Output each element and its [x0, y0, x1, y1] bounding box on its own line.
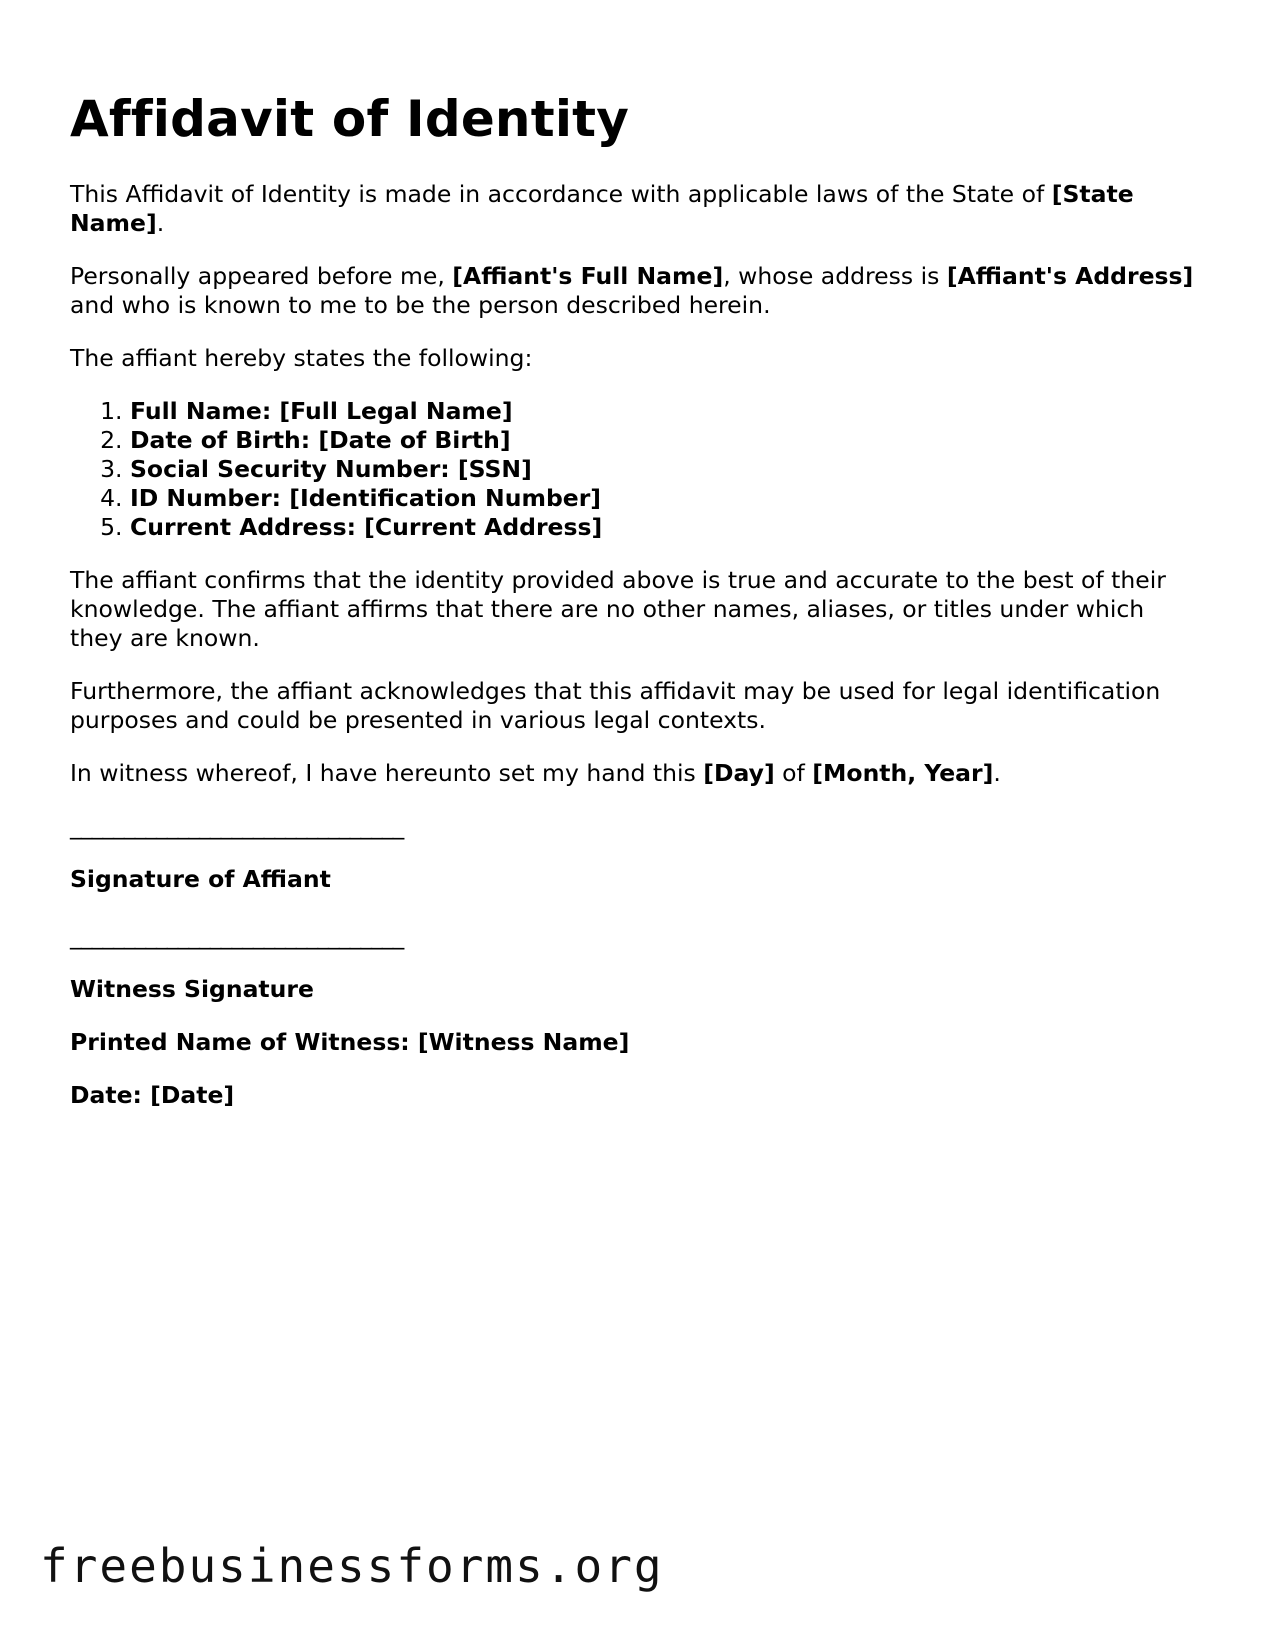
- appearance-paragraph: [70, 262, 1200, 320]
- witness-printed-name: Printed Name of Witness: [Witness Name]: [70, 1028, 630, 1056]
- affiant-address-placeholder: [Affiant's Address]: [946, 262, 1194, 290]
- watermark-logo: freebusinessforms.org: [40, 1539, 664, 1593]
- affiant-signature-line: _______________________________: [70, 812, 404, 840]
- list-item: 2. Date of Birth: [Date of Birth]: [130, 426, 1200, 455]
- appearance-text-3: and who is known to me to be the person described herein.: [70, 291, 771, 319]
- list-item: 3. Social Security Number: [SSN]: [130, 455, 1200, 484]
- witness-clause-text-1: In witness whereof, I have hereunto set my hand this: [70, 759, 704, 787]
- day-placeholder: [Day]: [703, 759, 775, 787]
- statements-intro: The affiant hereby states the following:: [70, 344, 533, 372]
- affiant-name-placeholder: [Affiant's Full Name]: [452, 262, 724, 290]
- intro-end: .: [156, 209, 165, 237]
- list-item: 5. Current Address: [Current Address]: [130, 513, 1200, 542]
- intro-paragraph: [70, 180, 1200, 238]
- intro-text: This Affidavit of Identity is made in accordance with applicable laws of the State of: [70, 180, 1052, 208]
- date-field: Date: [Date]: [70, 1081, 235, 1109]
- list-item: 1. Full Name: [Full Legal Name]: [130, 397, 1200, 426]
- witness-clause-end: .: [993, 759, 1001, 787]
- page-title: Affidavit of Identity: [70, 90, 630, 148]
- confirmation-paragraph: The affiant confirms that the identity provided above is true and accurate to the best of their knowledge. The affiant affirms that there are no other names, aliases, or titles under which they are known.: [70, 566, 1166, 652]
- affiant-signature-label: Signature of Affiant: [70, 865, 331, 893]
- witness-clause: [70, 759, 1200, 788]
- state-placeholder: [State Name]: [70, 180, 1134, 237]
- appearance-text-2: , whose address is: [723, 262, 947, 290]
- witness-signature-label: Witness Signature: [70, 975, 314, 1003]
- month-year-placeholder: [Month, Year]: [812, 759, 994, 787]
- document-page: [70, 88, 1200, 1134]
- witness-signature-line: _______________________________: [70, 922, 404, 950]
- witness-clause-text-2: of: [774, 759, 813, 787]
- list-item: 4. ID Number: [Identification Number]: [130, 484, 1200, 513]
- statements-list: [70, 397, 1200, 542]
- appearance-text-1: Personally appeared before me,: [70, 262, 453, 290]
- acknowledgment-paragraph: Furthermore, the affiant acknowledges that this affidavit may be used for legal identification purposes and could be presented in various legal contexts.: [70, 677, 1161, 734]
